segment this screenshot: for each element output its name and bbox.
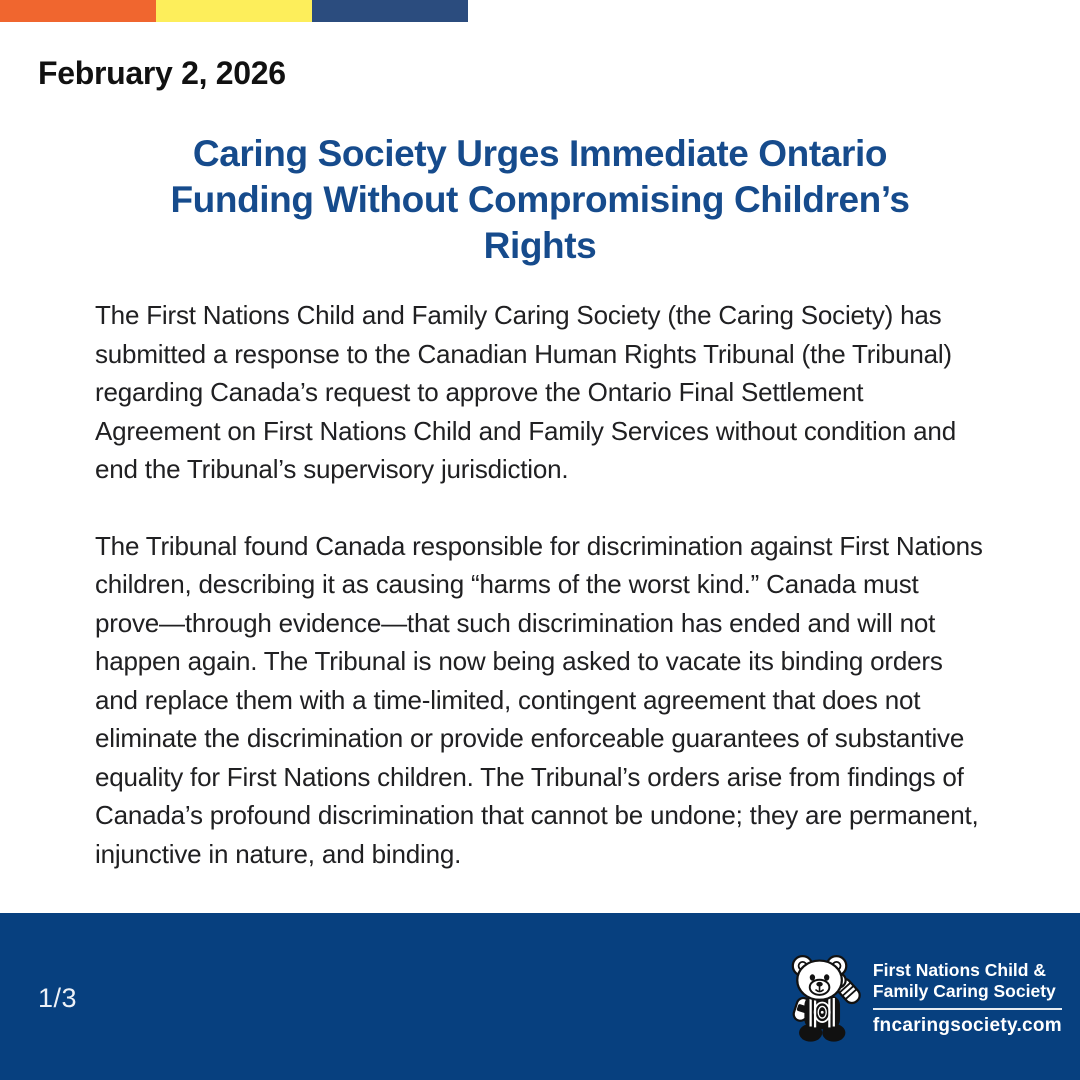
- org-name-line-1: First Nations Child &: [872, 959, 1046, 980]
- org-name-line-2: Family Caring Society: [872, 980, 1056, 1001]
- accent-segment-blue: [312, 0, 468, 22]
- accent-segment-orange: [0, 0, 156, 22]
- website-link[interactable]: fncaringsociety.com: [872, 1014, 1062, 1036]
- headline-line-1: Caring Society Urges Immediate Ontario: [192, 133, 888, 174]
- headline-line-3: Rights: [483, 225, 597, 266]
- spirit-bear-icon: [783, 953, 865, 1043]
- org-name-block: [873, 960, 1062, 1037]
- paragraph-1: The First Nations Child and Family Caring Society (the Caring Society) has submitted a response to the Canadian Human Rights Tribunal (the Tribunal) regarding Canada’s request to approve the Ontario Final Settlement Agreement on First Nations Child and Family Services without condition and end the Tribunal’s supervisory jurisdiction.: [95, 300, 956, 484]
- logo-divider: [873, 1008, 1062, 1010]
- top-accent-bar: [0, 0, 468, 22]
- date-label: February 2, 2026: [38, 55, 286, 91]
- accent-segment-yellow: [156, 0, 312, 22]
- paragraph-2: The Tribunal found Canada responsible for discrimination against First Nations children, describing it as causing “harms of the worst kind.” Canada must prove—through evidence—that such discrimination has ended and will not happen again. The Tribunal is now being asked to vacate its binding orders and replace them with a time-limited, contingent agreement that does not eliminate the discrimination or provide enforceable guarantees of substantive equality for First Nations children. The Tribunal’s orders arise from findings of Canada’s profound discrimination that cannot be undone; they are permanent, injunctive in nature, and binding.: [95, 530, 983, 869]
- footer: [0, 913, 1080, 1080]
- org-logo: [783, 953, 1062, 1043]
- page-number: 1/3: [38, 983, 78, 1013]
- headline: [0, 131, 1080, 269]
- body-copy: [95, 296, 987, 911]
- headline-line-2: Funding Without Compromising Children’s: [170, 179, 910, 220]
